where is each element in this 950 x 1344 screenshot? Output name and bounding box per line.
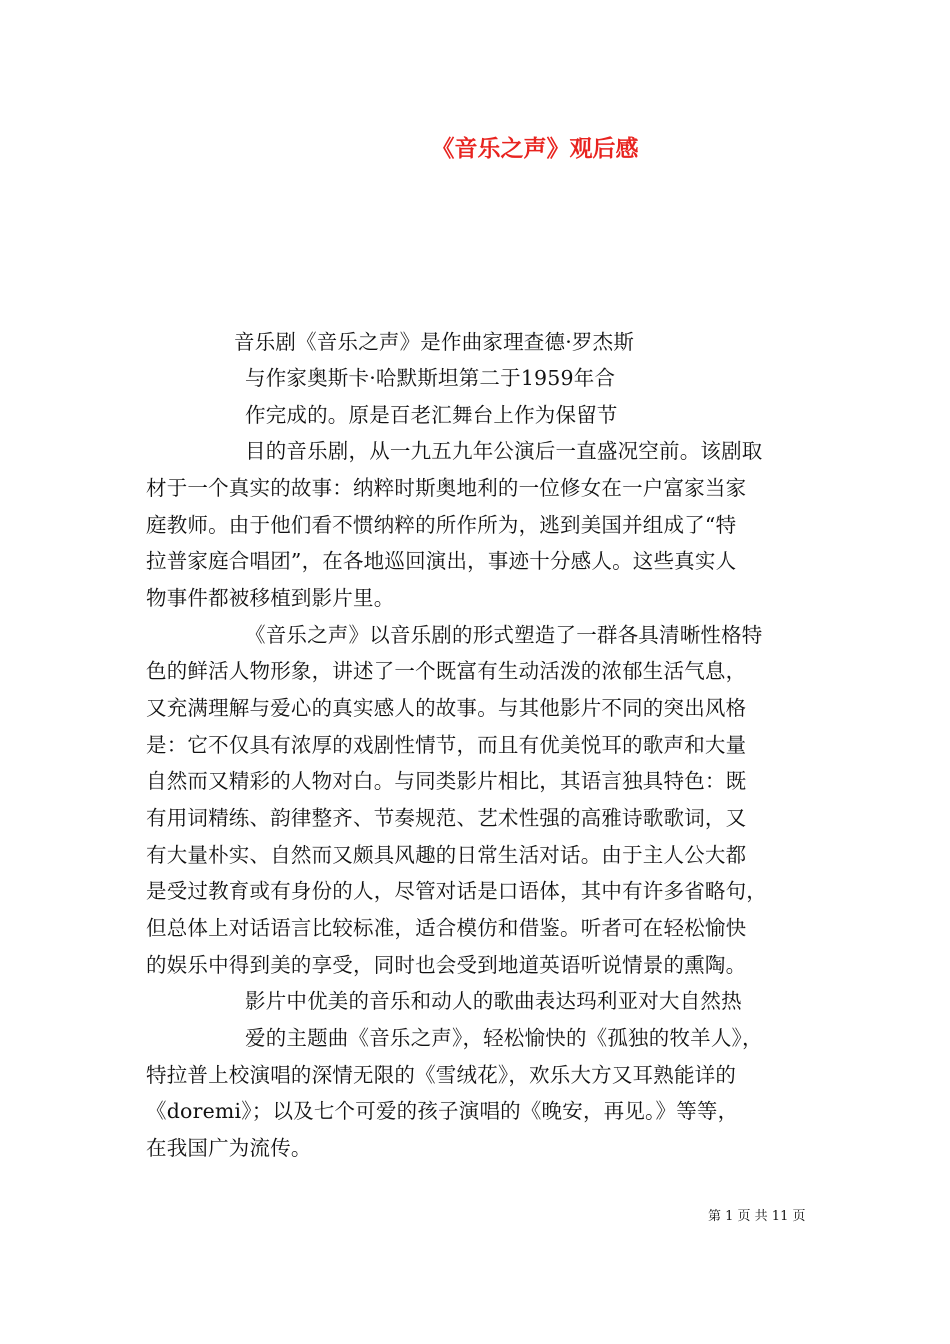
document-title: 《音乐之声》观后感: [431, 136, 639, 162]
body-line-17: 但总体上对话语言比较标准，适合模仿和借鉴。听者可在轻松愉快: [146, 916, 747, 940]
body-line-12: 是：它不仅具有浓厚的戏剧性情节，而且有优美悦耳的歌声和大量: [146, 733, 747, 757]
body-line-15: 有大量朴实、自然而又颇具风趣的日常生活对话。由于主人公大都: [146, 843, 747, 867]
body-line-9: 《音乐之声》以音乐剧的形式塑造了一群各具清晰性格特: [245, 623, 763, 647]
body-line-13: 自然而又精彩的人物对白。与同类影片相比，其语言独具特色：既: [146, 769, 747, 793]
body-line-8: 物事件都被移植到影片里。: [146, 586, 395, 610]
body-line-2: 与作家奥斯卡·哈默斯坦第二于1959年合: [245, 366, 616, 390]
page-number: 第 1 页 共 11 页: [708, 1209, 806, 1224]
body-line-23: 在我国广为流传。: [146, 1136, 312, 1160]
body-line-5: 材于一个真实的故事：纳粹时斯奥地利的一位修女在一户富家当家: [146, 476, 747, 500]
body-line-20: 爱的主题曲《音乐之声》，轻松愉快的《孤独的牧羊人》，: [245, 1026, 763, 1050]
body-line-7: 拉普家庭合唱团”，在各地巡回演出，事迹十分感人。这些真实人: [146, 549, 737, 573]
body-line-16: 是受过教育或有身份的人，尽管对话是口语体，其中有许多省略句，: [146, 879, 767, 903]
body-line-14: 有用词精练、韵律整齐、节奏规范、艺术性强的高雅诗歌歌词，又: [146, 806, 747, 830]
body-line-10: 色的鲜活人物形象，讲述了一个既富有生动活泼的浓郁生活气息，: [146, 659, 747, 683]
body-line-22: 《doremi》；以及七个可爱的孩子演唱的《晚安，再见。》等等，: [146, 1099, 739, 1123]
body-line-1: 音乐剧《音乐之声》是作曲家理查德·罗杰斯: [234, 330, 635, 354]
body-line-4: 目的音乐剧，从一九五九年公演后一直盛况空前。该剧取: [245, 439, 763, 463]
body-line-19: 影片中优美的音乐和动人的歌曲表达玛利亚对大自然热: [245, 989, 742, 1013]
body-line-11: 又充满理解与爱心的真实感人的故事。与其他影片不同的突出风格: [146, 696, 747, 720]
body-line-6: 庭教师。由于他们看不惯纳粹的所作所为，逃到美国并组成了“特: [146, 513, 737, 537]
body-line-3: 作完成的。原是百老汇舞台上作为保留节: [245, 403, 618, 427]
body-line-18: 的娱乐中得到美的享受，同时也会受到地道英语听说情景的熏陶。: [146, 953, 747, 977]
body-line-21: 特拉普上校演唱的深情无限的《雪绒花》，欢乐大方又耳熟能详的: [146, 1063, 737, 1087]
